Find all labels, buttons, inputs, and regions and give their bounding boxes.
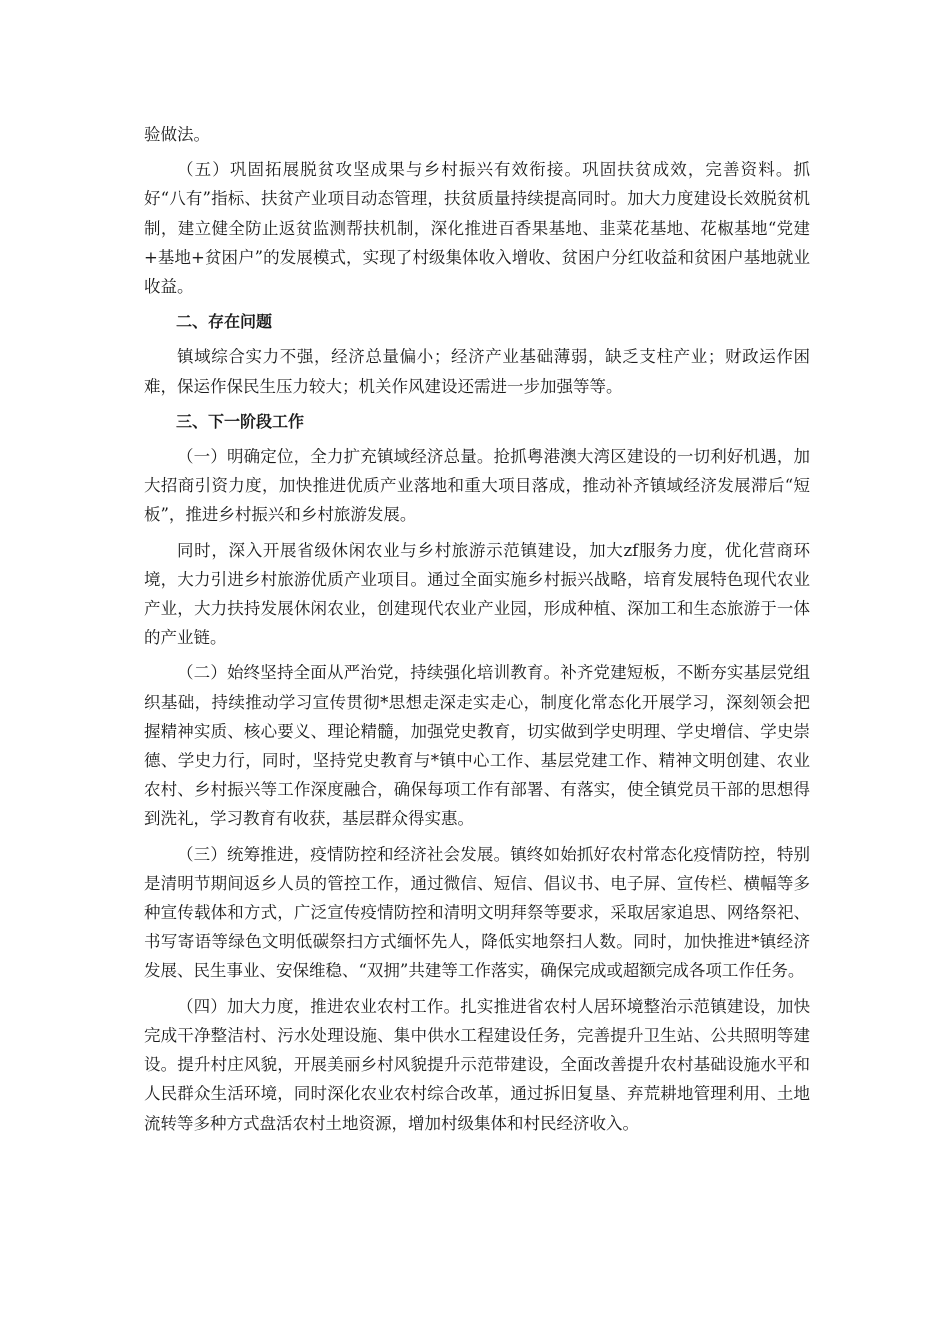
document-body xyxy=(144,120,810,1138)
heading-next-stage: 三、下一阶段工作 xyxy=(176,411,305,431)
paragraph-next-2: （二）始终坚持全面从严治党，持续强化培训教育。补齐党建短板，不断夯实基层党组织基础，持续推动学习宣传贯彻*思想走深走实走心，制度化常态化开展学习，深刻领会把握精神实质、核心要义、理论精髓，加强党史教育，切实做到学史明理、学史增信、学史崇德、学史力行，同时，坚持党史教育与*镇中心工作、基层党建工作、精神文明创建、农业农村、乡村振兴等工作深度融合，确保每项工作有部署、有落实，使全镇党员干部的思想得到洗礼，学习教育有收获，基层群众得实惠。 xyxy=(144,663,810,829)
paragraph-next-1: （一）明确定位，全力扩充镇域经济总量。抢抓粤港澳大湾区建设的一切利好机遇，加大招商引资力度，加快推进优质产业落地和重大项目落成，推动补齐镇域经济发展滞后“短板”，推进乡村振兴和乡村旅游发展。 xyxy=(144,447,810,525)
paragraph-continued: 验做法。 xyxy=(144,125,210,144)
paragraph-next-1b: 同时，深入开展省级休闲农业与乡村旅游示范镇建设，加大zf服务力度，优化营商环境，大力引进乡村旅游优质产业项目。通过全面实施乡村振兴战略，培育发展特色现代农业产业，大力扶持发展休闲农业，创建现代农业产业园，形成种植、深加工和生态旅游于一体的产业链。 xyxy=(144,540,810,648)
paragraph-next-3: （三）统筹推进，疫情防控和经济社会发展。镇终如始抓好农村常态化疫情防控，特别是清明节期间返乡人员的管控工作，通过微信、短信、倡议书、电子屏、宣传栏、横幅等多种宣传载体和方式，广泛宣传疫情防控和清明文明拜祭等要求，采取居家追思、网络祭祀、书写寄语等绿色文明低碳祭扫方式缅怀先人，降低实地祭扫人数。同时，加快推进*镇经济发展、民生事业、安保维稳、“双拥”共建等工作落实，确保完成或超额完成各项工作任务。 xyxy=(144,844,810,981)
heading-problems: 二、存在问题 xyxy=(176,312,273,332)
paragraph-section-5: （五）巩固拓展脱贫攻坚成果与乡村振兴有效衔接。巩固扶贫成效，完善资料。抓好“八有”指标、扶贫产业项目动态管理，扶贫质量持续提高同时。加大力度建设长效脱贫机制，建立健全防止返贫监测帮扶机制，深化推进百香果基地、韭菜花基地、花椒基地“党建+基地+贫困户”的发展模式，实现了村级集体收入增收、贫困户分红收益和贫困户基地就业收益。 xyxy=(144,160,810,297)
paragraph-next-4: （四）加大力度，推进农业农村工作。扎实推进省农村人居环境整治示范镇建设，加快完成干净整洁村、污水处理设施、集中供水工程建设任务，完善提升卫生站、公共照明等建设。提升村庄风貌，开展美丽乡村风貌提升示范带建设，全面改善提升农村基础设施水平和人民群众生活环境，同时深化农业农村综合改革，通过拆旧复垦、弃荒耕地管理利用、土地流转等多种方式盘活农村土地资源，增加村级集体和村民经济收入。 xyxy=(144,996,810,1133)
paragraph-problems: 镇域综合实力不强，经济总量偏小；经济产业基础薄弱，缺乏支柱产业；财政运作困难，保运作保民生压力较大；机关作风建设还需进一步加强等等。 xyxy=(144,347,810,396)
